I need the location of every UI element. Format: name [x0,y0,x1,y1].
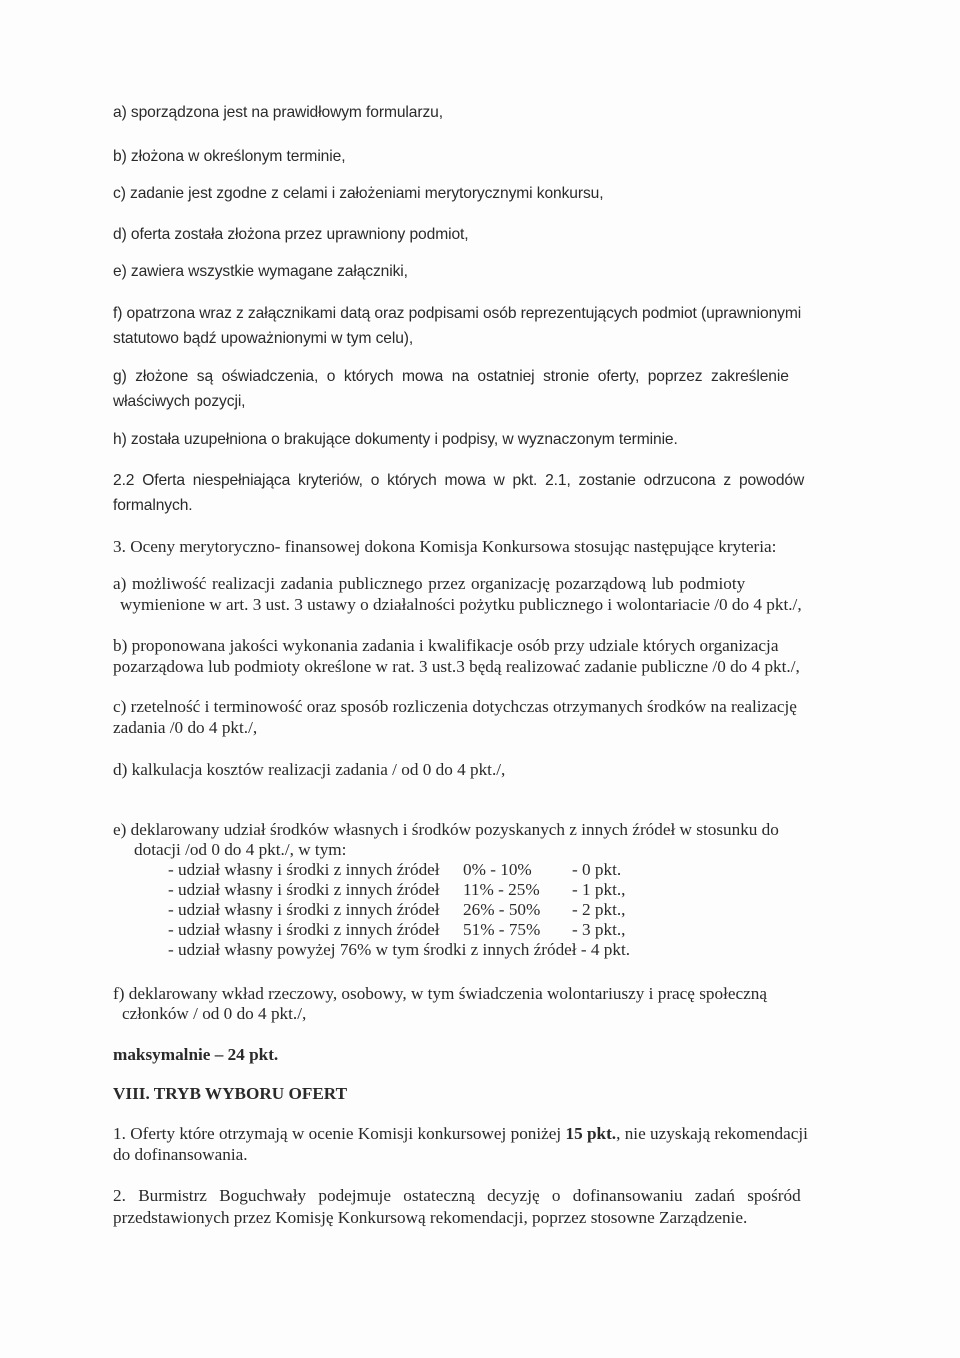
contribution-label: - udział własny i środki z innych źródeł [168,920,440,939]
criterion-g-line1: g) złożone są oświadczenia, o których mowa na ostatniej stronie oferty, poprzez zakreślenie [113,368,789,385]
criterion-g-line2: właściwych pozycji, [113,393,246,410]
section-3-f-line1: f) deklarowany wkład rzeczowy, osobowy, w tym świadczenia wolontariuszy i pracę społeczną [113,984,767,1003]
section-3-e-line2: dotacji /od 0 do 4 pkt./, w tym: [134,840,347,859]
p1-threshold: 15 pkt. [565,1124,617,1143]
section-3-e-line1: e) deklarowany udział środków własnych i środków pozyskanych z innych źródeł w stosunku do [113,820,779,839]
p1-text-start: 1. Oferty które otrzymają w ocenie Komisji konkursowej poniżej [113,1124,562,1143]
criterion-h: h) została uzupełniona o brakujące dokumenty i podpisy, w wyznaczonym terminie. [113,431,678,448]
criterion-a: a) sporządzona jest na prawidłowym formularzu, [113,104,443,121]
section-3-a-line2: wymienione w art. 3 ust. 3 ustawy o działalności pożytku publicznego i wolontariacie /0 do 4 pkt./, [120,595,802,614]
section-2-2-line1: 2.2 Oferta niespełniająca kryteriów, o których mowa w pkt. 2.1, zostanie odrzucona z powodów [113,472,805,489]
section-3-c-line1: c) rzetelność i terminowość oraz sposób rozliczenia dotychczas otrzymanych środków na realizację [113,697,797,716]
section-3-d: d) kalkulacja kosztów realizacji zadania / od 0 do 4 pkt./, [113,760,506,779]
contribution-label: - udział własny i środki z innych źródeł [168,860,440,879]
contribution-points: - 3 pkt., [572,920,626,939]
section-8-p2-line2: przedstawionych przez Komisję Konkursową rekomendacji, poprzez stosowne Zarządzenie. [113,1208,748,1227]
contribution-points: - 1 pkt., [572,880,626,899]
section-2-2-line2: formalnych. [113,497,193,514]
section-3-c-line2: zadania /0 do 4 pkt./, [113,718,258,737]
p1-text-end: , nie uzyskają rekomendacji [616,1124,808,1143]
criterion-f-line1: f) opatrzona wraz z załącznikami datą oraz podpisami osób reprezentujących podmiot (uprawnionymi [113,305,802,322]
criterion-b: b) złożona w określonym terminie, [113,148,346,165]
contribution-label: - udział własny i środki z innych źródeł [168,880,440,899]
criterion-c: c) zadanie jest zgodne z celami i założeniami merytorycznymi konkursu, [113,185,604,202]
contribution-range: 11% - 25% [463,880,540,899]
section-8-p1-line1 [113,1124,808,1144]
criterion-e: e) zawiera wszystkie wymagane załączniki, [113,263,408,280]
section-3-intro: 3. Oceny merytoryczno- finansowej dokona Komisja Konkursowa stosując następujące kryteria: [113,537,777,556]
contribution-range: 0% - 10% [463,860,532,879]
section-3-b-line1: b) proponowana jakości wykonania zadania i kwalifikacje osób przy udziale których organizacja [113,636,779,655]
section-3-a-line1: a) możliwość realizacji zadania publicznego przez organizację pozarządową lub podmioty [113,574,746,593]
criterion-f-line2: statutowo bądź upoważnionymi w tym celu), [113,330,414,347]
contribution-range: 26% - 50% [463,900,541,919]
section-3-f-line2: członków / od 0 do 4 pkt./, [122,1004,307,1023]
criterion-d: d) oferta została złożona przez uprawniony podmiot, [113,226,469,243]
contribution-points: - 0 pkt. [572,860,622,879]
section-heading-viii: VIII. TRYB WYBORU OFERT [113,1084,348,1103]
section-8-p2-line1: 2. Burmistrz Boguchwały podejmuje ostateczną decyzję o dofinansowaniu zadań spośród [113,1186,801,1205]
section-8-p1-line2: do dofinansowania. [113,1145,248,1164]
contribution-label: - udział własny i środki z innych źródeł [168,900,440,919]
contribution-last-row: - udział własny powyżej 76% w tym środki z innych źródeł - 4 pkt. [168,940,631,959]
contribution-range: 51% - 75% [463,920,541,939]
contribution-points: - 2 pkt., [572,900,626,919]
max-points: maksymalnie – 24 pkt. [113,1045,279,1064]
section-3-b-line2: pozarządowa lub podmioty określone w rat. 3 ust.3 będą realizować zadanie publiczne /0 do 4 pkt./, [113,657,800,676]
